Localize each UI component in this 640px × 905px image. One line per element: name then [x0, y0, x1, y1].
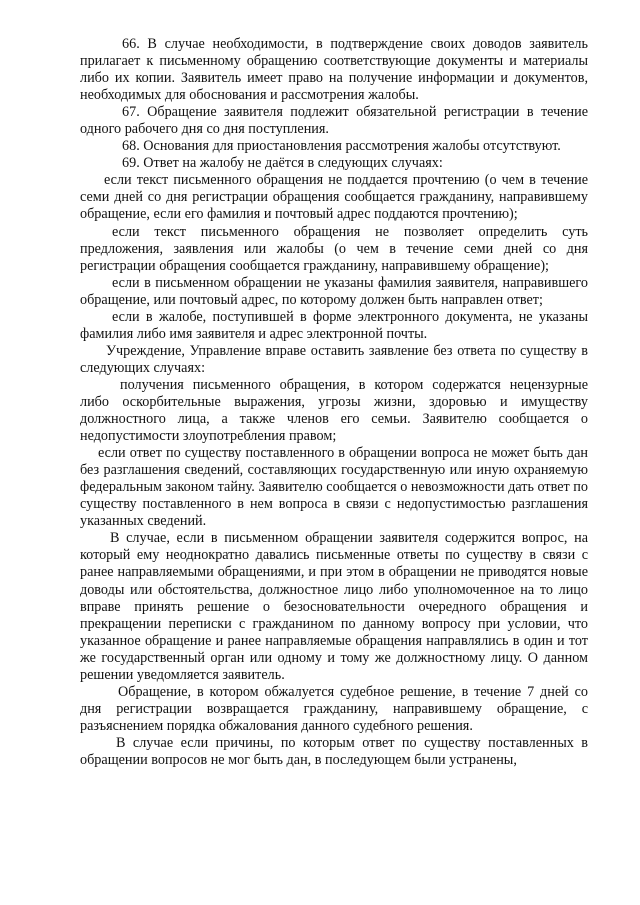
paragraph-repeated-appeal: В случае, если в письменном обращении заявителя содержится вопрос, на который ему неоднократно давались письменные ответы по существу в связи с ранее направляемыми обращениями, и при этом в обращении не приводятся новые доводы или обстоятельства, должностное лицо либо уполномоченное на то лицо вправе принять решение о безосновательности очередного обращения и прекращении переписки с гражданином по данному вопросу при условии, что указанное обращение и ранее направляемые обращения направлялись в один и тот же государственный орган или одному и тому же должностному лицу. О данном решении уведомляется заявитель.	[80, 530, 588, 683]
paragraph-institution-right: Учреждение, Управление вправе оставить заявление без ответа по существу в следующих случаях:	[80, 342, 588, 376]
paragraph-67: 67. Обращение заявителя подлежит обязательной регистрации в течение одного рабочего дня со дня поступления.	[80, 104, 588, 138]
paragraph-68: 68. Основания для приостановления рассмотрения жалобы отсутствуют.	[122, 138, 561, 155]
paragraph-case-electronic: если в жалобе, поступившей в форме электронного документа, не указаны фамилия либо имя заявителя и адрес электронной почты.	[80, 308, 588, 342]
paragraph-66: 66. В случае необходимости, в подтверждение своих доводов заявитель прилагает к письменному обращению соответствующие документы и материалы либо их копии. Заявитель имеет право на получение информации и документов, необходимых для обоснования и рассмотрения жалобы.	[80, 36, 588, 104]
paragraph-case-unclear: если текст письменного обращения не позволяет определить суть предложения, заявления или жалобы (о чем в течение семи дней со дня регистрации обращения сообщается гражданину, направившему обращение);	[80, 223, 588, 274]
document-body	[80, 36, 588, 769]
paragraph-case-offensive: получения письменного обращения, в котором содержатся нецензурные либо оскорбительные выражения, угрозы жизни, здоровью и имуществу должностного лица, а также членов его семьи. Заявителю сообщается о недопустимости злоупотребления правом;	[80, 376, 588, 445]
paragraph-case-no-name: если в письменном обращении не указаны фамилия заявителя, направившего обращение, или почтовый адрес, по которому должен быть направлен ответ;	[80, 274, 588, 308]
paragraph-case-secret: если ответ по существу поставленного в обращении вопроса не может быть дан без разглашения сведений, составляющих государственную или иную охраняемую федеральным законом тайну. Заявителю сообщается о невозможности дать ответ по существу поставленного в нем вопроса в связи с недопустимостью разглашения указанных сведений.	[80, 445, 588, 530]
paragraph-case-unreadable: если текст письменного обращения не поддается прочтению (о чем в течение семи дней со дня регистрации обращения сообщается гражданину, направившему обращение, если его фамилия и почтовый адрес поддаются прочтению);	[80, 172, 588, 223]
paragraph-court-decision: Обращение, в котором обжалуется судебное решение, в течение 7 дней со дня регистрации возвращается гражданину, направившему обращение, с разъяснением порядка обжалования данного судебного решения.	[80, 683, 588, 734]
paragraph-69: 69. Ответ на жалобу не даётся в следующих случаях:	[122, 155, 443, 172]
paragraph-reasons-eliminated: В случае если причины, по которым ответ по существу поставленных в обращении вопросов не мог быть дан, в последующем были устранены,	[80, 734, 588, 768]
